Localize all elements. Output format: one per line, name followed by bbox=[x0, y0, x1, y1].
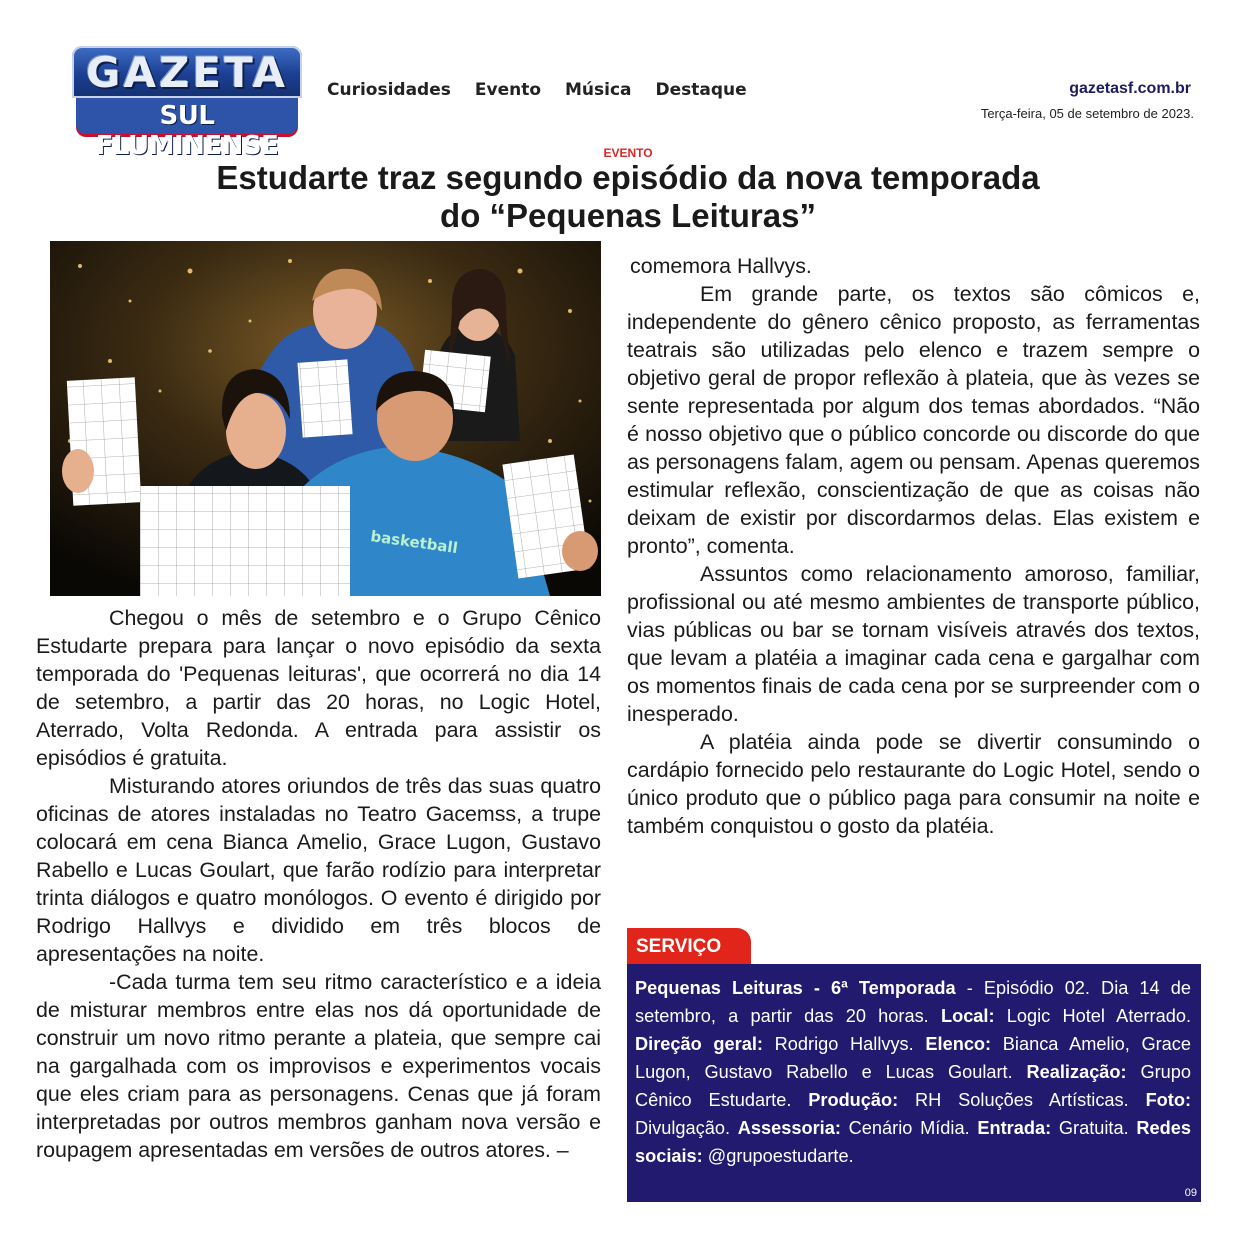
service-tab-label: SERVIÇO bbox=[636, 936, 722, 957]
issue-date: Terça-feira, 05 de setembro de 2023. bbox=[980, 106, 1194, 121]
shirt-text: basketball bbox=[369, 527, 459, 558]
headline-line-1: Estudarte traz segundo episódio da nova temporada bbox=[216, 159, 1040, 196]
label-producao: Produção: bbox=[808, 1090, 899, 1110]
gazeta-logo[interactable] bbox=[72, 46, 302, 161]
label-foto: Foto: bbox=[1145, 1090, 1192, 1110]
logo-bottom-panel bbox=[76, 98, 298, 161]
logo-top-text: GAZETA bbox=[85, 48, 289, 97]
value-local: Logic Hotel Aterrado. bbox=[994, 1006, 1191, 1026]
label-elenco: Elenco: bbox=[925, 1034, 992, 1054]
paragraph-3: -Cada turma tem seu ritmo característico e a ideia de misturar membros entre elas nos dá oportunidade de construir um novo ritmo perante a plateia, que sempre cai na gargalhada com os improvisos e experimentos vocais que eles criam para as personagens. Cenas que já foram interpretadas por outros membros ganham nova versão e roupagem apresentadas em versões de outros atores. – bbox=[36, 970, 601, 1162]
value-redes: @grupoestudarte. bbox=[702, 1146, 854, 1166]
headline-line-2: do “Pequenas Leituras” bbox=[440, 197, 816, 234]
article-column-right bbox=[627, 252, 1200, 840]
paragraph-1: Chegou o mês de setembro e o Grupo Cênico Estudarte prepara para lançar o novo episódio da sexta temporada do 'Pequenas leituras', que ocorrerá no dia 14 de setembro, a partir das 20 horas, no Logic Hotel, Aterrado, Volta Redonda. A entrada para assistir os episódios é gratuita. bbox=[36, 606, 601, 770]
nav-destaque[interactable]: Destaque bbox=[655, 80, 747, 100]
article-column-left bbox=[36, 604, 601, 1164]
logo-top-panel bbox=[72, 46, 302, 98]
section-kicker: EVENTO bbox=[603, 146, 653, 160]
label-local: Local: bbox=[940, 1006, 995, 1026]
paragraph-continuation: comemora Hallvys. bbox=[630, 254, 812, 278]
value-realizacao: Grupo Cênico Estudarte. bbox=[635, 1062, 1191, 1110]
service-box bbox=[627, 964, 1201, 1202]
article-photo bbox=[50, 241, 601, 596]
page-number: 09 bbox=[1184, 1187, 1197, 1199]
paragraph-2: Misturando atores oriundos de três das suas quatro oficinas de atores instaladas no Teatro Gacemss, a trupe colocará em cena Bianca Amelio, Grace Lugon, Gustavo Rabello e Lucas Goulart, que farão rodízio para interpretar trinta diálogos e quatro monólogos. O evento é dirigido por Rodrigo Hallvys e dividido em três blocos de apresentações na noite. bbox=[36, 774, 601, 966]
paragraph-5: Assuntos como relacionamento amoroso, familiar, profissional ou até mesmo ambientes de transporte público, vias públicas ou bar se tornam visíveis através dos textos, que levam a platéia a imaginar cada cena e gargalhar com os momentos finais de cada cena por se surpreender com o inesperado. bbox=[627, 562, 1200, 726]
nav-curiosidades[interactable]: Curiosidades bbox=[327, 80, 451, 100]
label-redes: Redes sociais: bbox=[635, 1118, 1191, 1166]
value-entrada: Gratuita. bbox=[1051, 1118, 1137, 1138]
top-nav bbox=[327, 80, 747, 100]
cast-photo-illustration bbox=[50, 241, 601, 596]
paragraph-6: A platéia ainda pode se divertir consumindo o cardápio fornecido pelo restaurante do Logic Hotel, sendo o único produto que o público paga para consumir na noite e também conquistou o gosto da platéia. bbox=[627, 730, 1200, 838]
paragraph-4: Em grande parte, os textos são cômicos e, independente do gênero cênico proposto, as ferramentas teatrais são utilizadas pelo elenco e trazem sempre o objetivo geral de propor reflexão à plateia, que às vezes se sente representada por algum dos temas abordados. “Não é nosso objetivo que o público concorde ou discorde do que as personagens falam, agem ou pensam. Apenas queremos estimular reflexão, conscientização de que as coisas não deixam de existir por discordarmos delas. Elas existem e pronto”, comenta. bbox=[627, 282, 1200, 558]
value-assessoria: Cenário Mídia. bbox=[840, 1118, 978, 1138]
service-episode: - Episódio 02. Dia 14 de setembro, a partir das 20 horas. bbox=[635, 978, 1191, 1026]
label-realizacao: Realização: bbox=[1026, 1062, 1127, 1082]
article-headline bbox=[0, 159, 1241, 235]
value-producao: RH Soluções Artísticas. bbox=[898, 1090, 1146, 1110]
service-tab bbox=[627, 928, 751, 964]
label-entrada: Entrada: bbox=[977, 1118, 1052, 1138]
site-url[interactable]: gazetasf.com.br bbox=[1069, 80, 1191, 97]
nav-evento[interactable]: Evento bbox=[474, 80, 542, 100]
value-direcao: Rodrigo Hallvys. bbox=[762, 1034, 926, 1054]
service-details bbox=[635, 974, 1191, 1170]
service-title: Pequenas Leituras - 6ª Temporada bbox=[635, 978, 956, 998]
value-foto: Divulgação. bbox=[635, 1118, 738, 1138]
value-elenco: Bianca Amelio, Grace Lugon, Gustavo Rabello e Lucas Goulart. bbox=[635, 1034, 1191, 1082]
nav-musica[interactable]: Música bbox=[565, 80, 632, 100]
label-assessoria: Assessoria: bbox=[737, 1118, 841, 1138]
label-direcao: Direção geral: bbox=[635, 1034, 763, 1054]
logo-bottom-text: SUL FLUMINENSE bbox=[95, 101, 279, 161]
